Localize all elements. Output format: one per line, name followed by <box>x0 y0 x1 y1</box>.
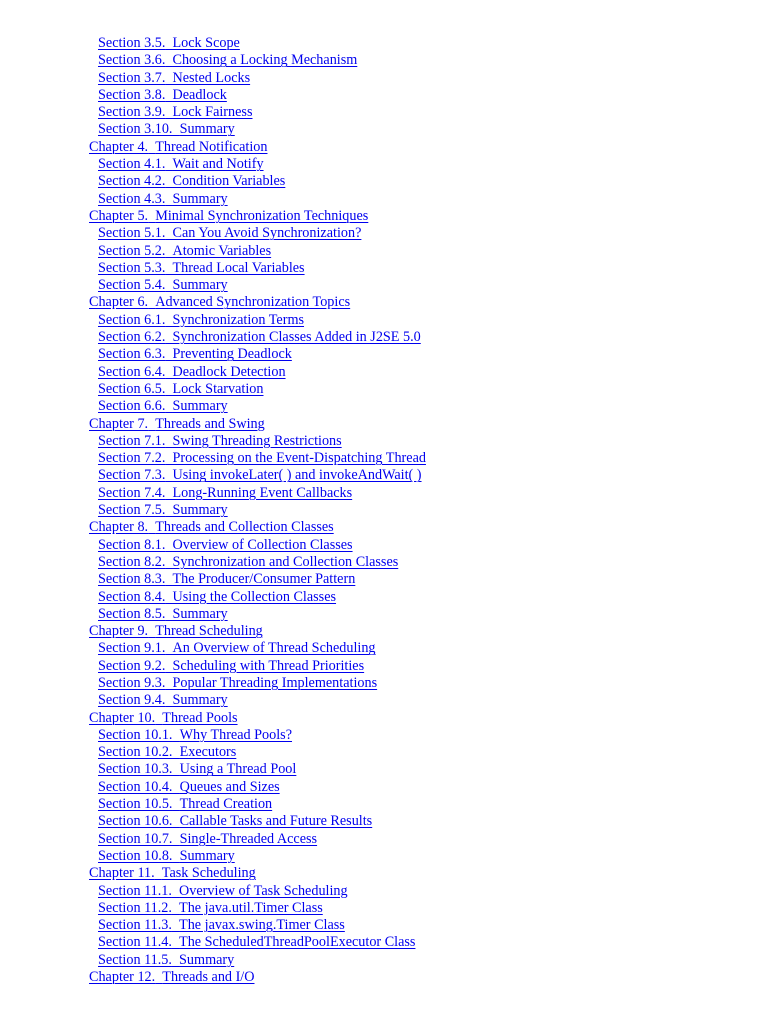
entry-title: Lock Starvation <box>172 380 264 397</box>
toc-section-entry <box>0 606 768 623</box>
toc-section-entry <box>0 346 768 363</box>
entry-number: Section 8.3. <box>98 571 166 588</box>
section-link[interactable] <box>98 52 357 68</box>
section-link[interactable] <box>98 433 342 449</box>
section-link[interactable] <box>98 121 235 137</box>
toc-section-entry <box>0 554 768 571</box>
toc-section-entry <box>0 675 768 692</box>
entry-number: Section 10.2. <box>98 744 173 761</box>
toc-section-entry <box>0 87 768 104</box>
entry-title: Callable Tasks and Future Results <box>179 813 373 830</box>
toc-section-entry <box>0 485 768 502</box>
entry-title: An Overview of Thread Scheduling <box>172 640 376 657</box>
entry-number: Section 6.6. <box>98 398 166 415</box>
toc-section-entry <box>0 658 768 675</box>
entry-number: Section 10.3. <box>98 761 173 778</box>
toc-section-entry <box>0 381 768 398</box>
entry-number: Section 7.1. <box>98 432 166 449</box>
section-link[interactable] <box>98 35 240 51</box>
entry-title: Summary <box>179 951 235 968</box>
section-link[interactable] <box>98 156 264 172</box>
entry-title: Can You Avoid Synchronization? <box>172 225 362 242</box>
toc-section-entry <box>0 813 768 830</box>
toc-section-entry <box>0 917 768 934</box>
entry-title: Summary <box>172 190 228 207</box>
section-link[interactable] <box>98 692 228 708</box>
chapter-link[interactable] <box>89 623 263 639</box>
entry-number: Section 7.3. <box>98 467 166 484</box>
entry-title: The ScheduledThreadPoolExecutor Class <box>179 934 416 951</box>
toc-section-entry <box>0 364 768 381</box>
entry-number: Chapter 12. <box>89 969 156 986</box>
entry-title: Using the Collection Classes <box>172 588 337 605</box>
entry-title: Nested Locks <box>172 69 251 86</box>
entry-title: Executors <box>179 744 237 761</box>
entry-number: Section 3.7. <box>98 69 166 86</box>
entry-title: Swing Threading Restrictions <box>172 432 342 449</box>
toc-chapter-entry <box>0 208 768 225</box>
section-link[interactable] <box>98 277 228 293</box>
toc-chapter-entry <box>0 139 768 156</box>
entry-number: Chapter 7. <box>89 415 149 432</box>
entry-number: Section 8.5. <box>98 605 166 622</box>
toc-section-entry <box>0 883 768 900</box>
entry-number: Section 7.4. <box>98 484 166 501</box>
entry-title: Summary <box>172 692 228 709</box>
toc-section-entry <box>0 121 768 138</box>
entry-number: Section 3.5. <box>98 35 166 51</box>
section-link[interactable] <box>98 346 292 362</box>
entry-number: Section 6.2. <box>98 329 166 346</box>
entry-title: Overview of Collection Classes <box>172 536 353 553</box>
entry-title: Task Scheduling <box>161 865 256 882</box>
entry-number: Section 8.4. <box>98 588 166 605</box>
section-link[interactable] <box>98 450 426 466</box>
section-link[interactable] <box>98 191 228 207</box>
section-link[interactable] <box>98 329 421 345</box>
entry-title: Synchronization Classes Added in J2SE 5.0 <box>172 329 421 346</box>
entry-number: Section 10.8. <box>98 847 173 864</box>
entry-title: Threads and Collection Classes <box>155 519 334 536</box>
toc-section-entry <box>0 571 768 588</box>
entry-number: Section 5.4. <box>98 277 166 294</box>
section-link[interactable] <box>98 744 236 760</box>
toc-section-entry <box>0 156 768 173</box>
entry-number: Section 7.2. <box>98 450 166 467</box>
section-link[interactable] <box>98 312 304 328</box>
entry-title: Deadlock <box>172 86 227 103</box>
entry-title: Thread Local Variables <box>172 259 305 276</box>
toc-section-entry <box>0 589 768 606</box>
entry-number: Section 3.10. <box>98 121 173 138</box>
entry-title: Lock Fairness <box>172 104 253 121</box>
entry-number: Section 9.1. <box>98 640 166 657</box>
chapter-link[interactable] <box>89 519 334 535</box>
entry-number: Section 6.4. <box>98 363 166 380</box>
toc-section-entry <box>0 277 768 294</box>
section-link[interactable] <box>98 225 361 241</box>
toc-section-entry <box>0 934 768 951</box>
section-link[interactable] <box>98 727 292 743</box>
section-link[interactable] <box>98 571 355 587</box>
entry-title: Atomic Variables <box>172 242 272 259</box>
section-link[interactable] <box>98 502 228 518</box>
entry-title: Summary <box>179 847 235 864</box>
entry-title: Thread Pools <box>162 709 238 726</box>
section-link[interactable] <box>98 813 372 829</box>
entry-number: Section 10.1. <box>98 726 173 743</box>
entry-title: Preventing Deadlock <box>172 346 292 363</box>
entry-number: Chapter 4. <box>89 138 149 155</box>
table-of-contents <box>0 35 768 986</box>
chapter-link[interactable] <box>89 416 265 432</box>
entry-title: The javax.swing.Timer Class <box>179 917 345 934</box>
toc-chapter-entry <box>0 969 768 986</box>
toc-section-entry <box>0 848 768 865</box>
entry-number: Section 11.2. <box>98 899 172 916</box>
toc-section-entry <box>0 104 768 121</box>
entry-title: Summary <box>172 605 228 622</box>
entry-title: Why Thread Pools? <box>179 726 293 743</box>
toc-section-entry <box>0 433 768 450</box>
toc-chapter-entry <box>0 623 768 640</box>
entry-number: Section 6.1. <box>98 311 166 328</box>
toc-chapter-entry <box>0 710 768 727</box>
toc-section-entry <box>0 537 768 554</box>
entry-title: Summary <box>179 121 235 138</box>
section-link[interactable] <box>98 485 352 501</box>
toc-section-entry <box>0 952 768 969</box>
toc-section-entry <box>0 779 768 796</box>
entry-number: Section 4.1. <box>98 156 166 173</box>
entry-title: Popular Threading Implementations <box>172 674 378 691</box>
section-link[interactable] <box>98 537 353 553</box>
entry-title: Processing on the Event-Dispatching Thread <box>172 450 426 467</box>
entry-number: Chapter 8. <box>89 519 149 536</box>
entry-title: Thread Scheduling <box>155 623 263 640</box>
section-link[interactable] <box>98 381 264 397</box>
section-link[interactable] <box>98 589 336 605</box>
entry-title: Using invokeLater( ) and invokeAndWait( ) <box>172 467 422 484</box>
toc-section-entry <box>0 312 768 329</box>
entry-number: Section 11.4. <box>98 934 172 951</box>
toc-section-entry <box>0 35 768 52</box>
section-link[interactable] <box>98 364 286 380</box>
entry-title: Queues and Sizes <box>179 778 280 795</box>
entry-number: Chapter 6. <box>89 294 149 311</box>
section-link[interactable] <box>98 398 228 414</box>
entry-title: Thread Notification <box>155 138 268 155</box>
section-link[interactable] <box>98 640 376 656</box>
toc-section-entry <box>0 398 768 415</box>
toc-chapter-entry <box>0 519 768 536</box>
entry-title: Overview of Task Scheduling <box>179 882 348 899</box>
entry-number: Section 3.6. <box>98 52 166 69</box>
entry-title: Summary <box>172 277 228 294</box>
entry-title: Summary <box>172 502 228 519</box>
entry-number: Chapter 5. <box>89 207 149 224</box>
entry-title: Using a Thread Pool <box>179 761 297 778</box>
chapter-link[interactable] <box>89 294 350 310</box>
section-link[interactable] <box>98 934 415 950</box>
entry-title: Thread Creation <box>179 796 273 813</box>
entry-number: Section 6.3. <box>98 346 166 363</box>
entry-number: Section 3.8. <box>98 86 166 103</box>
section-link[interactable] <box>98 848 235 864</box>
entry-title: Deadlock Detection <box>172 363 286 380</box>
entry-title: Minimal Synchronization Techniques <box>155 207 369 224</box>
section-link[interactable] <box>98 675 377 691</box>
toc-section-entry <box>0 191 768 208</box>
entry-number: Section 11.5. <box>98 951 172 968</box>
section-link[interactable] <box>98 658 364 674</box>
section-link[interactable] <box>98 917 345 933</box>
entry-number: Chapter 9. <box>89 623 149 640</box>
section-link[interactable] <box>98 467 422 483</box>
toc-section-entry <box>0 831 768 848</box>
toc-section-entry <box>0 329 768 346</box>
entry-number: Section 3.9. <box>98 104 166 121</box>
toc-section-entry <box>0 225 768 242</box>
toc-section-entry <box>0 243 768 260</box>
entry-number: Section 9.3. <box>98 674 166 691</box>
entry-number: Section 11.3. <box>98 917 172 934</box>
entry-number: Section 10.7. <box>98 830 173 847</box>
entry-title: Threads and Swing <box>155 415 265 432</box>
chapter-link[interactable] <box>89 139 267 155</box>
entry-number: Section 10.6. <box>98 813 173 830</box>
entry-title: Advanced Synchronization Topics <box>155 294 351 311</box>
section-link[interactable] <box>98 104 252 120</box>
section-link[interactable] <box>98 260 305 276</box>
toc-section-entry <box>0 692 768 709</box>
entry-title: The Producer/Consumer Pattern <box>172 571 356 588</box>
entry-number: Section 5.3. <box>98 259 166 276</box>
toc-section-entry <box>0 796 768 813</box>
toc-chapter-entry <box>0 865 768 882</box>
entry-number: Chapter 10. <box>89 709 156 726</box>
section-link[interactable] <box>98 779 280 795</box>
toc-section-entry <box>0 450 768 467</box>
entry-title: The java.util.Timer Class <box>179 899 323 916</box>
entry-title: Wait and Notify <box>172 156 264 173</box>
section-link[interactable] <box>98 900 323 916</box>
section-link[interactable] <box>98 243 271 259</box>
section-link[interactable] <box>98 952 234 968</box>
entry-number: Section 4.2. <box>98 173 166 190</box>
toc-section-entry <box>0 502 768 519</box>
entry-number: Section 10.4. <box>98 778 173 795</box>
toc-section-entry <box>0 761 768 778</box>
section-link[interactable] <box>98 883 348 899</box>
entry-title: Choosing a Locking Mechanism <box>172 52 358 69</box>
toc-chapter-entry <box>0 416 768 433</box>
entry-number: Section 11.1. <box>98 882 172 899</box>
section-link[interactable] <box>98 796 272 812</box>
toc-section-entry <box>0 900 768 917</box>
section-link[interactable] <box>98 554 398 570</box>
entry-title: Long-Running Event Callbacks <box>172 484 353 501</box>
entry-title: Lock Scope <box>172 35 240 51</box>
entry-number: Section 5.1. <box>98 225 166 242</box>
entry-title: Synchronization and Collection Classes <box>172 553 399 570</box>
entry-number: Section 7.5. <box>98 502 166 519</box>
section-link[interactable] <box>98 173 285 189</box>
section-link[interactable] <box>98 87 227 103</box>
toc-section-entry <box>0 467 768 484</box>
entry-number: Section 9.2. <box>98 657 166 674</box>
section-link[interactable] <box>98 831 317 847</box>
entry-number: Section 4.3. <box>98 190 166 207</box>
toc-section-entry <box>0 173 768 190</box>
chapter-link[interactable] <box>89 710 238 726</box>
entry-number: Chapter 11. <box>89 865 155 882</box>
entry-title: Synchronization Terms <box>172 311 305 328</box>
entry-title: Summary <box>172 398 228 415</box>
entry-number: Section 8.1. <box>98 536 166 553</box>
entry-title: Single-Threaded Access <box>179 830 318 847</box>
section-link[interactable] <box>98 761 296 777</box>
toc-section-entry <box>0 52 768 69</box>
toc-section-entry <box>0 260 768 277</box>
section-link[interactable] <box>98 70 250 86</box>
entry-number: Section 8.2. <box>98 553 166 570</box>
section-link[interactable] <box>98 606 228 622</box>
entry-number: Section 6.5. <box>98 380 166 397</box>
entry-number: Section 9.4. <box>98 692 166 709</box>
entry-number: Section 5.2. <box>98 242 166 259</box>
chapter-link[interactable] <box>89 969 254 985</box>
toc-chapter-entry <box>0 294 768 311</box>
toc-section-entry <box>0 640 768 657</box>
toc-section-entry <box>0 727 768 744</box>
toc-section-entry <box>0 70 768 87</box>
chapter-link[interactable] <box>89 865 256 881</box>
entry-title: Condition Variables <box>172 173 286 190</box>
entry-number: Section 10.5. <box>98 796 173 813</box>
entry-title: Threads and I/O <box>162 969 255 986</box>
toc-section-entry <box>0 744 768 761</box>
entry-title: Scheduling with Thread Priorities <box>172 657 365 674</box>
chapter-link[interactable] <box>89 208 368 224</box>
